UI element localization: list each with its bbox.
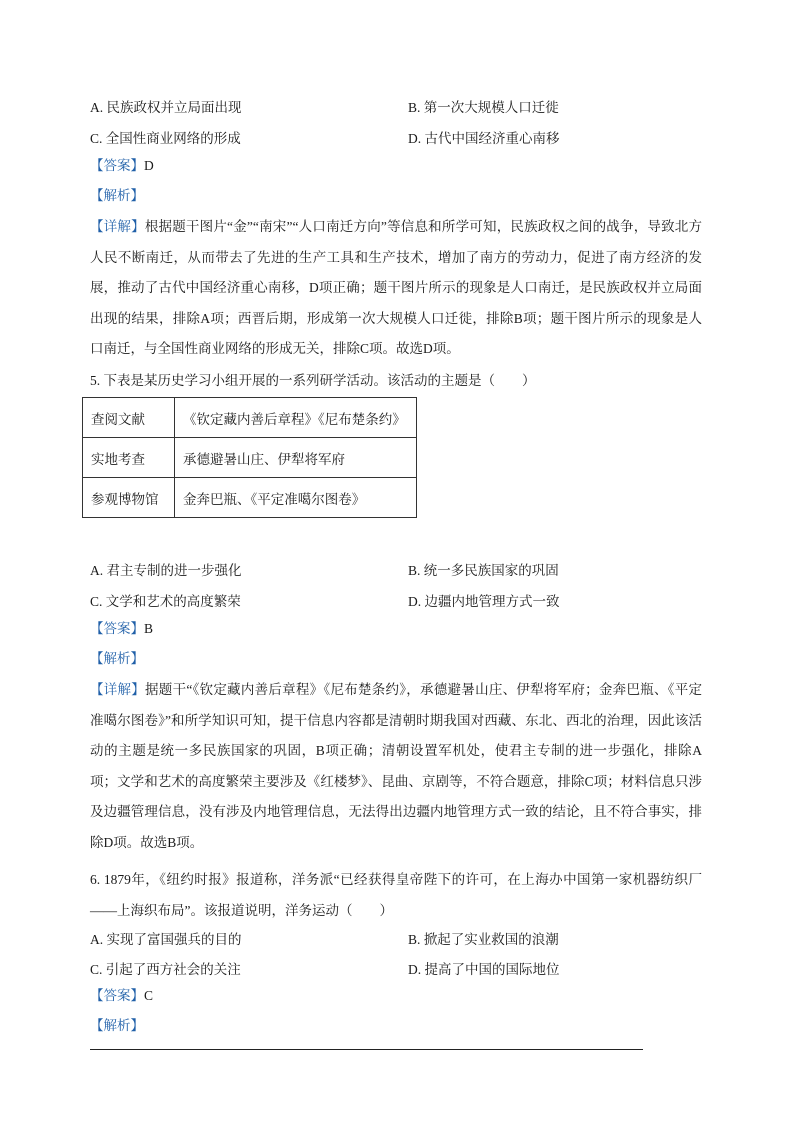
q5-option-d: D. 边疆内地管理方式一致 xyxy=(408,594,560,609)
answer-tag: 【答案】 xyxy=(90,158,144,173)
q5-activity-table xyxy=(82,397,417,518)
detail-text: 据题干“《钦定藏内善后章程》《尼布楚条约》，承德避暑山庄、伊犁将军府；金奔巴瓶、《平定准噶尔图卷》”和所学知识可知，提干信息内容都是清朝时期我国对西藏、东北、西北的治理，因此该活动的主题是统一多民族国家的巩固，B项正确；清朝设置军机处，使君主专制的进一步强化，排除A项；文学和艺术的高度繁荣主要涉及《红楼梦》、昆曲、京剧等，不符合题意，排除C项；材料信息只涉及边疆管理信息，没有涉及内地管理信息，无法得出边疆内地管理方式一致的结论，且不符合事实，排除D项。故选B项。 xyxy=(90,682,702,850)
q5-detail xyxy=(90,675,702,858)
q4-option-b: B. 第一次大规模人口迁徙 xyxy=(408,100,559,115)
q6-option-c: C. 引起了西方社会的关注 xyxy=(90,962,241,977)
q6-option-b: B. 掀起了实业救国的浪潮 xyxy=(408,932,559,947)
q6-answer xyxy=(90,988,153,1004)
q6-option-d: D. 提高了中国的国际地位 xyxy=(408,962,560,977)
q4-option-c: C. 全国性商业网络的形成 xyxy=(90,131,241,146)
table-label-cell: 参观博物馆 xyxy=(83,478,175,518)
table-content-cell: 《钦定藏内善后章程》《尼布楚条约》 xyxy=(175,398,417,438)
q6-analysis-tag: 【解析】 xyxy=(90,1018,144,1033)
table-row xyxy=(83,478,417,518)
table-row xyxy=(83,438,417,478)
answer-value: C xyxy=(144,988,154,1003)
q5-answer xyxy=(90,621,153,637)
table-row xyxy=(83,398,417,438)
q4-option-d: D. 古代中国经济重心南移 xyxy=(408,131,560,146)
answer-tag: 【答案】 xyxy=(90,621,144,636)
q5-option-b: B. 统一多民族国家的巩固 xyxy=(408,563,559,578)
answer-value: B xyxy=(144,621,154,636)
answer-tag: 【答案】 xyxy=(90,988,144,1003)
q5-option-c: C. 文学和艺术的高度繁荣 xyxy=(90,594,241,609)
table-content-cell: 承德避暑山庄、伊犁将军府 xyxy=(175,438,417,478)
q5-stem: 5. 下表是某历史学习小组开展的一系列研学活动。该活动的主题是（ ） xyxy=(90,373,536,388)
q6-option-a: A. 实现了富国强兵的目的 xyxy=(90,932,242,947)
q4-analysis-tag: 【解析】 xyxy=(90,188,144,203)
table-label-cell: 查阅文献 xyxy=(83,398,175,438)
q5-option-a: A. 君主专制的进一步强化 xyxy=(90,563,242,578)
footer-divider xyxy=(90,1049,643,1050)
q4-option-a: A. 民族政权并立局面出现 xyxy=(90,100,242,115)
q6-stem: 6. 1879年，《纽约时报》报道称，洋务派“已经获得皇帝陛下的许可，在上海办中国第一家机器纺织厂——上海织布局”。该报道说明，洋务运动（ ） xyxy=(90,872,702,918)
answer-value: D xyxy=(144,158,154,173)
table-content-cell: 金奔巴瓶、《平定准噶尔图卷》 xyxy=(175,478,417,518)
table-label-cell: 实地考查 xyxy=(83,438,175,478)
q5-analysis-tag: 【解析】 xyxy=(90,651,144,666)
detail-tag: 【详解】 xyxy=(90,682,146,697)
q4-detail xyxy=(90,212,702,365)
detail-text: 根据题干图片“金”“南宋”“人口南迁方向”等信息和所学可知，民族政权之间的战争，导致北方人民不断南迁，从而带去了先进的生产工具和生产技术，增加了南方的劳动力，促进了南方经济的发展，推动了古代中国经济重心南移，D项正确；题干图片所示的现象是人口南迁，是民族政权并立局面出现的结果，排除A项；西晋后期，形成第一次大规模人口迁徙，排除B项；题干图片所示的现象是人口南迁，与全国性商业网络的形成无关，排除C项。故选D项。 xyxy=(90,219,703,356)
detail-tag: 【详解】 xyxy=(90,219,145,234)
q4-answer xyxy=(90,158,154,174)
